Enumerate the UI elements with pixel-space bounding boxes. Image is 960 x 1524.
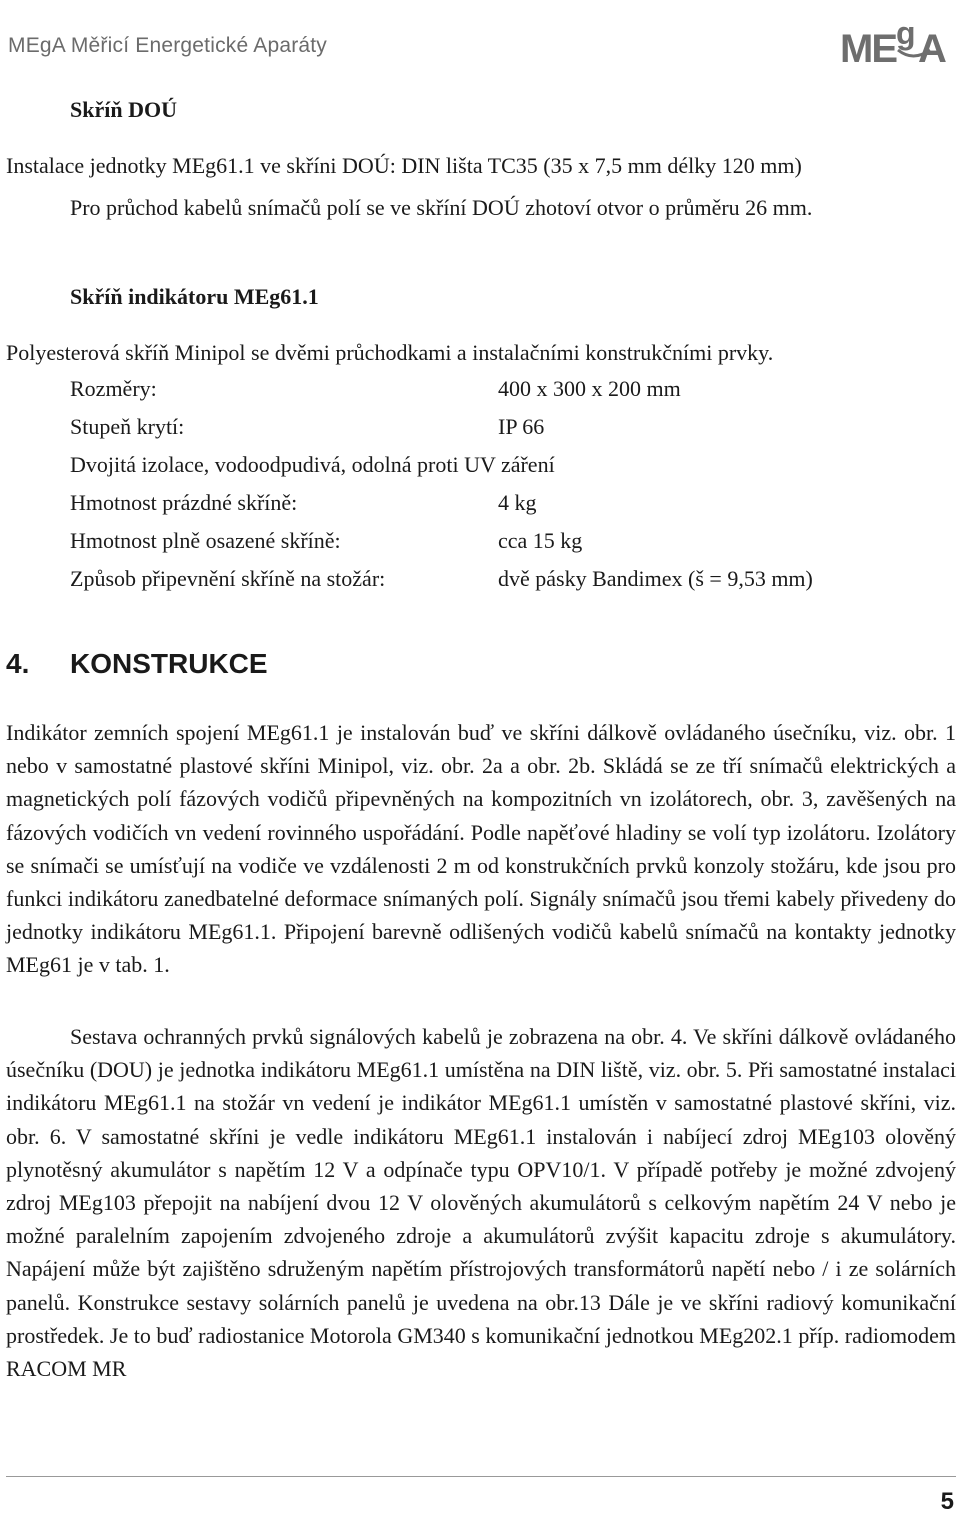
section-title: KONSTRUKCE bbox=[70, 648, 268, 679]
spec-label-empty-weight: Hmotnost prázdné skříně: bbox=[70, 490, 298, 515]
spec-label-insulation: Dvojitá izolace, vodoodpudivá, odolná proti UV záření bbox=[70, 452, 555, 477]
section-number: 4. bbox=[6, 648, 30, 679]
section-paragraph-2-wrapper bbox=[6, 1020, 956, 1385]
svg-text:ME: ME bbox=[840, 27, 896, 70]
indicator-box-title: Skříň indikátoru MEg61.1 bbox=[70, 284, 319, 309]
spec-label-dimensions: Rozměry: bbox=[70, 376, 157, 401]
section-paragraph-1: Indikátor zemních spojení MEg61.1 je instalován buď ve skříni dálkově ovládaného úsečníku, viz. obr. 1 nebo v samostatné plastové skříni Minipol, viz. obr. 2a a obr. 2b. Skládá se ze tří snímačů elektrických a magnetických polí fázových vodičů připevněných na kompozitních vn izolátorech, obr. 3, zavěšených na fázových vodičích vn vedení rovinného uspořádání. Podle napěťové hladiny se volí typ izolátoru. Izolátory se snímači se umísťují na vodiče ve vzdálenosti 2 m od konstrukčních prvků konzoly stožáru, kde jsou pro funkci indikátoru zanedbatelné deformace snímaných polí. Signály snímačů jsou třemi kabely přivedeny do jednotky indikátoru MEg61.1. Připojení barevně odlišených vodičů kabelů snímačů na kontakty jednotky MEg61 je v tab. 1. bbox=[6, 720, 956, 978]
section-heading bbox=[6, 648, 268, 680]
svg-text:g: g bbox=[896, 15, 916, 51]
spec-label-full-weight: Hmotnost plně osazené skříně: bbox=[70, 528, 341, 553]
doos-cable-hole-text: Pro průchod kabelů snímačů polí se ve skříní DOÚ zhotoví otvor o průměru 26 mm. bbox=[70, 195, 813, 220]
spec-value-dimensions: 400 x 300 x 200 mm bbox=[498, 376, 681, 401]
svg-text:A: A bbox=[918, 27, 947, 70]
spec-value-protection: IP 66 bbox=[498, 414, 545, 439]
spec-label-protection: Stupeň krytí: bbox=[70, 414, 185, 439]
header-company-name: MEgA Měřicí Energetické Aparáty bbox=[8, 34, 328, 57]
spec-value-empty-weight: 4 kg bbox=[498, 490, 537, 515]
footer-divider bbox=[6, 1476, 956, 1477]
spec-value-full-weight: cca 15 kg bbox=[498, 528, 583, 553]
spec-label-mounting: Způsob připevnění skříně na stožár: bbox=[70, 566, 386, 591]
mega-logo bbox=[838, 4, 960, 70]
indicator-box-intro: Polyesterová skříň Minipol se dvěmi průchodkami a instalačními konstrukčními prvky. bbox=[6, 340, 774, 365]
section-paragraph-2: Sestava ochranných prvků signálových kabelů je zobrazena na obr. 4. Ve skříni dálkově ovládaného úsečníku (DOU) je jednotka indikátoru MEg61.1 umístěna na DIN liště, viz. obr. 5. Při samostatné instalaci indikátoru MEg61.1 na stožár vn vedení je indikátor MEg61.1 umístěn v samostatné plastové skříni, viz. obr. 6. V samostatné skříni je vedle indikátoru MEg61.1 instalován i nabíjecí zdroj MEg103 olověný plynotěsný akumulátor s napětím 12 V a odpínače typu OPV10/1. V případě potřeby je možné zdvojený zdroj MEg103 přepojit na nabíjení dvou 12 V olověných akumulátorů s celkovým napětím 24 V nebo je možné paralelním zapojením zdvojeného zdroje a akumulátorů zvýšit kapacitu zdroje s akumulátory. Napájení může být zajištěno sdruženým napětím přístrojových transformátorů napětí nebo / i ze solárních panelů. Konstrukce sestavy solárních panelů je uvedena na obr.13 Dále je ve skříni radiový komunikační prostředek. Je to buď radiostanice Motorola GM340 s komunikační jednotkou MEg202.1 příp. radiomodem RACOM MR bbox=[6, 1024, 956, 1382]
spec-value-mounting: dvě pásky Bandimex (š = 9,53 mm) bbox=[498, 566, 813, 591]
doos-box-title: Skříň DOÚ bbox=[70, 97, 177, 122]
page-number: 5 bbox=[940, 1488, 954, 1515]
doos-din-rail-text: Instalace jednotky MEg61.1 ve skříni DOÚ: DIN lišta TC35 (35 x 7,5 mm délky 120 mm) bbox=[6, 153, 802, 178]
